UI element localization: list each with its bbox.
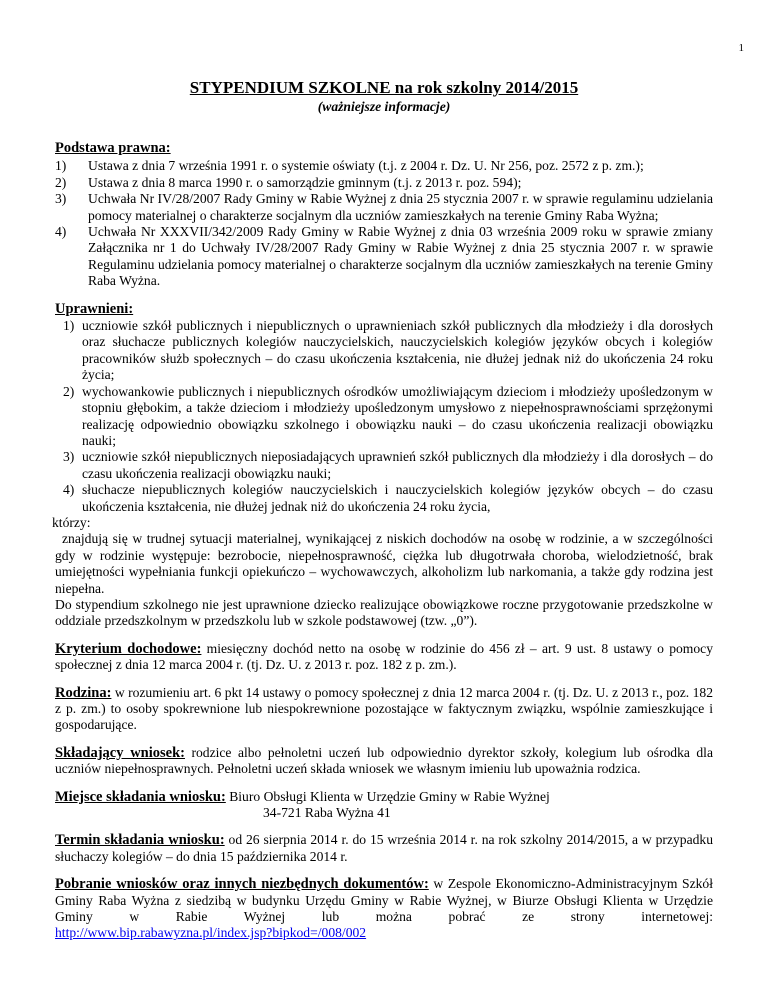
item-text: słuchacze niepublicznych kolegiów nauczycielskich i nauczycielskich kolegiów języków obcych – do czasu ukończenia kształcenia, nie dłużej jednak niż do ukończenia 24 roku życia, — [82, 482, 713, 514]
list-item — [55, 224, 713, 290]
item-number: 2) — [63, 383, 75, 399]
list-item — [55, 175, 713, 191]
item-text: Uchwała Nr XXXVII/342/2009 Rady Gminy w Rabie Wyżnej z dnia 03 września 2009 roku w sprawie zmiany Załącznika nr 1 do Uchwały IV/28/2007 Rady Gminy w Rabie Wyżnej z dnia 25 stycznia 2007 r. w sprawie Regulaminu udzielania pomocy materialnej o charakterze socjalnym dla uczniów zamieszkałych na terenie Gminy Raba Wyżna. — [88, 224, 713, 289]
place-line1: Biuro Obsługi Klienta w Urzędzie Gminy w Rabie Wyżnej — [225, 788, 550, 804]
place-section — [55, 789, 713, 822]
eligible-list — [63, 318, 713, 515]
applicant-text: rodzice albo pełnoletni uczeń lub odpowiednio dyrektor szkoły, kolegium lub ośrodka dla uczniów niepełnosprawnych. Pełnoletni uczeń składa wniosek we własnym imieniu lub upoważnia rodzica. — [55, 744, 713, 777]
item-number: 3) — [63, 449, 75, 465]
list-item — [63, 482, 713, 515]
eligible-heading: Uprawnieni: — [55, 300, 134, 317]
family-heading: Rodzina: — [55, 684, 112, 701]
list-item — [63, 449, 713, 482]
item-text: uczniowie szkół niepublicznych nieposiadających uprawnień szkół publicznych dla młodzieży i dla dorosłych – do czasu ukończenia realizacji obowiązku nauki; — [82, 449, 713, 481]
who-text: znajdują się w trudnej sytuacji materialnej, wynikającej z niskich dochodów na osobę w rodzinie, a w szczególności gdy w rodzinie występuje: bezrobocie, niepełnosprawność, ciężka lub długotrwała choroba, wielodzietność, brak umiejętności wypełniania funkcji opiekuńczo – wychowawczych, alkoholizm lub narkomania, a także gdy rodzina jest niepełna. — [55, 531, 713, 596]
download-section — [55, 876, 713, 942]
document-body — [52, 140, 713, 942]
legal-basis-section — [55, 140, 713, 290]
page-title: STYPENDIUM SZKOLNE na rok szkolny 2014/2015 — [189, 78, 579, 97]
place-line2: 34-721 Raba Wyżna 41 — [263, 805, 391, 821]
list-item — [63, 384, 713, 450]
item-number: 3) — [55, 191, 67, 207]
item-number: 1) — [55, 158, 67, 174]
item-number: 4) — [63, 482, 75, 498]
list-item — [63, 318, 713, 384]
deadline-heading: Termin składania wniosku: — [55, 832, 225, 849]
income-section — [55, 641, 713, 674]
who-label: którzy: — [52, 514, 91, 530]
download-text: w Zespole Ekonomiczno-Administracyjnym Szkół Gminy Raba Wyżna z siedzibą w budynku Urzędu Gminy w Rabie Wyżnej, w Biurze Obsługi Klienta w Urzędzie Gminy w Rabie Wyżnej lub można pobrać ze strony internetowej: — [55, 876, 713, 925]
family-text: w rozumieniu art. 6 pkt 14 ustawy o pomocy społecznej z dnia 12 marca 2004 r. (tj. Dz. U. z 2013 r., poz. 182 z p. zm.) to osoby spokrewnione lub niespokrewnione pozostające w faktycznym związku, wspólnie zamieszkujące i gospodarujące. — [55, 684, 713, 733]
list-item — [55, 191, 713, 224]
download-link[interactable]: http://www.bip.rabawyzna.pl/index.jsp?bipkod=/008/002 — [55, 925, 367, 941]
deadline-section — [55, 832, 713, 865]
item-number: 4) — [55, 224, 67, 240]
place-heading: Miejsce składania wniosku: — [55, 788, 226, 805]
legal-basis-heading: Podstawa prawna: — [55, 140, 171, 156]
income-text: miesięczny dochód netto na osobę w rodzinie do 456 zł – art. 9 ust. 8 ustawy o pomocy społecznej z dnia 12 marca 2004 r. (tj. Dz. U. z 2013 r. poz. 182 z p. zm.). — [55, 640, 713, 673]
deadline-text: od 26 sierpnia 2014 r. do 15 września 2014 r. na rok szkolny 2014/2015, a w przypadku słuchaczy kolegiów – do dnia 15 października 2014 r. — [55, 832, 713, 864]
item-text: Ustawa z dnia 8 marca 1990 r. o samorządzie gminnym (t.j. z 2013 r. poz. 594); — [88, 174, 522, 190]
item-number: 2) — [55, 174, 67, 190]
family-section — [55, 685, 713, 734]
page-number: 1 — [738, 42, 744, 54]
item-text: Ustawa z dnia 7 września 1991 r. o systemie oświaty (t.j. z 2004 r. Dz. U. Nr 256, poz. 2572 z p. zm.); — [88, 158, 644, 174]
applicant-section — [55, 745, 713, 778]
exclusion-text: Do stypendium szkolnego nie jest uprawnione dziecko realizujące obowiązkowe roczne przygotowanie przedszkolne w oddziale przedszkolnym w przedszkolu lub w szkole podstawowej (tzw. „0”). — [55, 596, 713, 629]
download-heading: Pobranie wniosków oraz innych niezbędnych dokumentów: — [55, 876, 429, 893]
item-text: Uchwała Nr IV/28/2007 Rady Gminy w Rabie Wyżnej z dnia 25 stycznia 2007 r. w sprawie regulaminu udzielania pomocy materialnej o charakterze socjalnym dla uczniów zamieszkałych na terenie Gminy Raba Wyżna; — [88, 191, 713, 223]
eligible-section — [52, 300, 713, 630]
income-heading: Kryterium dochodowe: — [55, 640, 202, 657]
item-text: uczniowie szkół publicznych i niepublicznych o uprawnieniach szkół publicznych dla młodzieży i dla dorosłych oraz słuchacze publicznych kolegiów nauczycielskich, nauczycielskich kolegiów języków obcych i kolegiów pracowników służb społecznych – do czasu ukończenia kształcenia, nie dłużej jednak niż do ukończenia 24 roku życia; — [82, 318, 713, 383]
applicant-heading: Składający wniosek: — [55, 744, 185, 761]
list-item — [55, 158, 713, 174]
item-text: wychowankowie publicznych i niepublicznych ośrodków umożliwiającym dzieciom i młodzieży upośledzonym w stopniu głębokim, a także dzieciom i młodzieży upośledzonym umysłowo z niepełnosprawnościami sprzężonymi realizację odpowiednio obowiązku szkolnego i obowiązku nauki – do czasu ukończenia realizacji obowiązku nauki; — [82, 383, 713, 448]
item-number: 1) — [63, 318, 75, 334]
page-subtitle: (ważniejsze informacje) — [317, 99, 451, 114]
legal-basis-list — [55, 158, 713, 289]
